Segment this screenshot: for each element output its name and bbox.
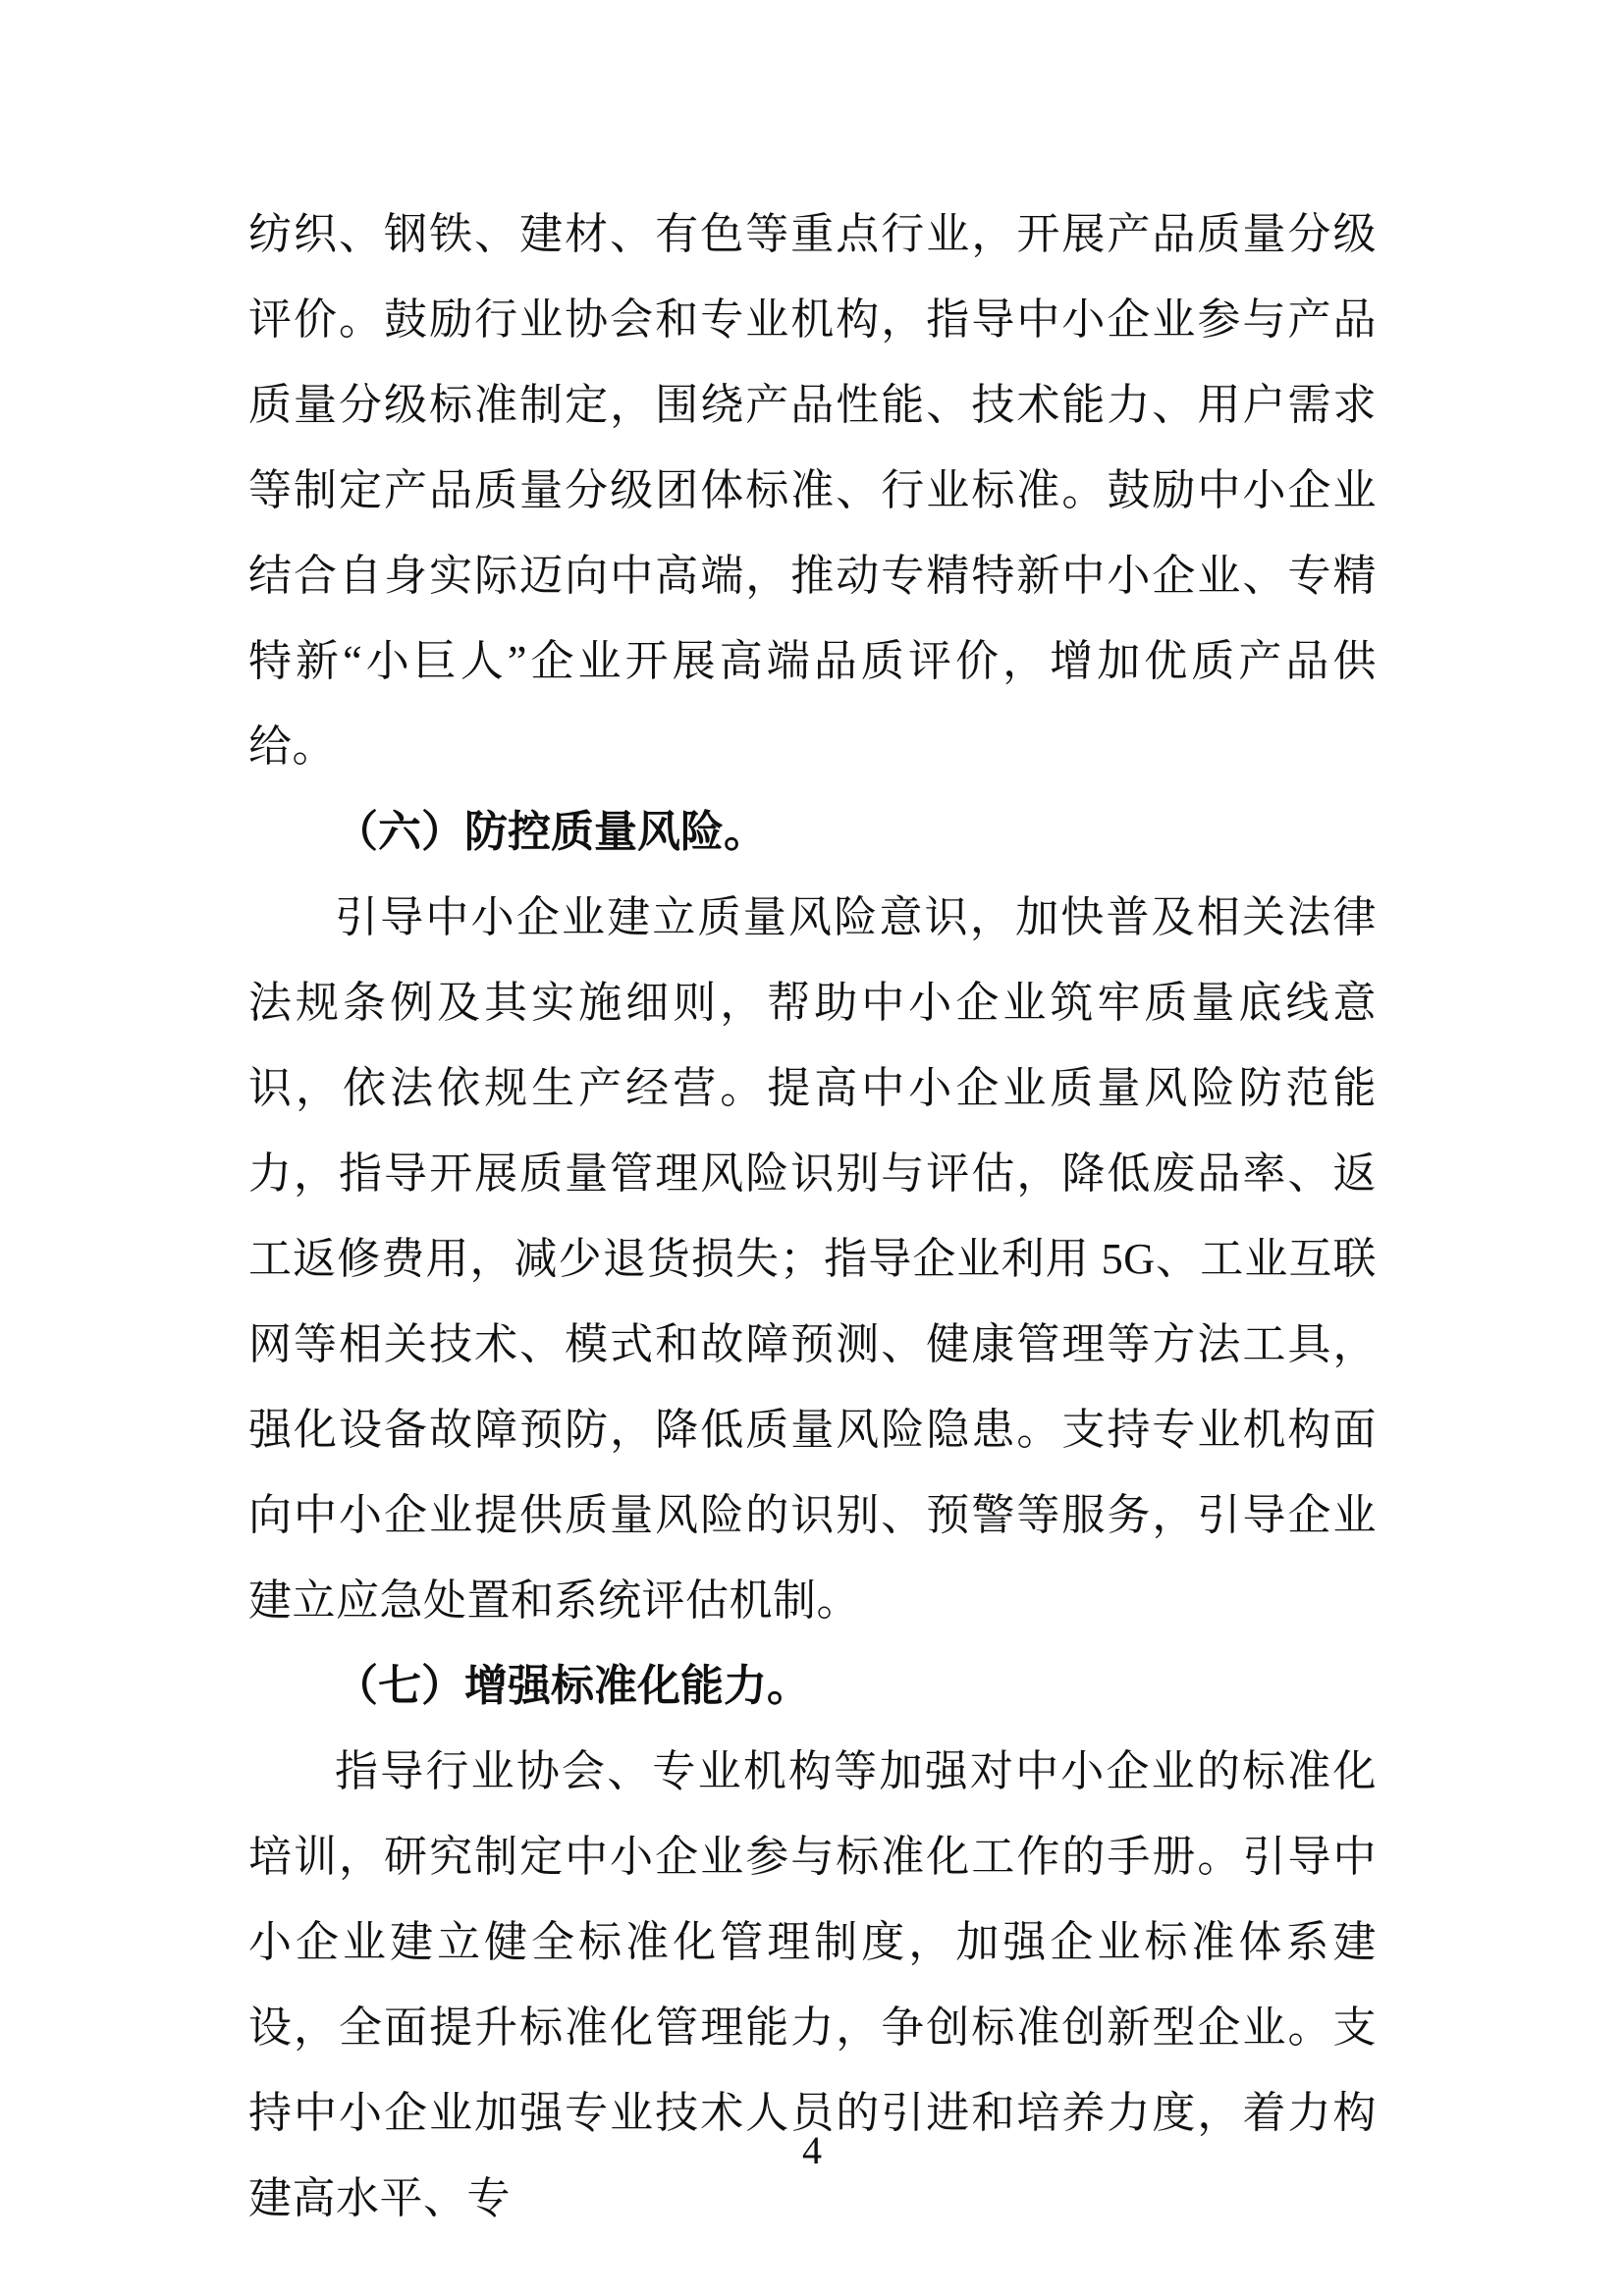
paragraph-quality-risk-control: 引导中小企业建立质量风险意识，加快普及相关法律法规条例及其实施细则，帮助中小企业筑牢质量底线意识，依法依规生产经营。提高中小企业质量风险防范能力，指导开展质量管理风险识别与评估，降低废品率、返工返修费用，减少退货损失；指导企业利用 5G、工业互联网等相关技术、模式和故障预测、健康管理等方法工具，强化设备故障预防，降低质量风险隐患。支持专业机构面向中小企业提供质量风险的识别、预警等服务，引导企业建立应急处置和系统评估机制。 — [248, 893, 1377, 1625]
page-number: 4 — [802, 2128, 822, 2172]
page-footer — [0, 2128, 1624, 2173]
section-heading-6-quality-risk: （六）防控质量风险。 — [335, 808, 767, 856]
section-heading-7-standardization: （七）增强标准化能力。 — [335, 1662, 810, 1710]
document-body — [248, 191, 1377, 2241]
paragraph-product-quality-grading: 纺织、钢铁、建材、有色等重点行业，开展产品质量分级评价。鼓励行业协会和专业机构，指导中小企业参与产品质量分级标准制定，围绕产品性能、技术能力、用户需求等制定产品质量分级团体标准、行业标准。鼓励中小企业结合自身实际迈向中高端，推动专精特新中小企业、专精特新“小巨人”企业开展高端品质评价，增加优质产品供给。 — [248, 210, 1377, 771]
paragraph-standardization-ability: 指导行业协会、专业机构等加强对中小企业的标准化培训，研究制定中小企业参与标准化工作的手册。引导中小企业建立健全标准化管理制度，加强企业标准体系建设，全面提升标准化管理能力，争创标准创新型企业。支持中小企业加强专业技术人员的引进和培养力度，着力构建高水平、专 — [248, 1747, 1377, 2222]
